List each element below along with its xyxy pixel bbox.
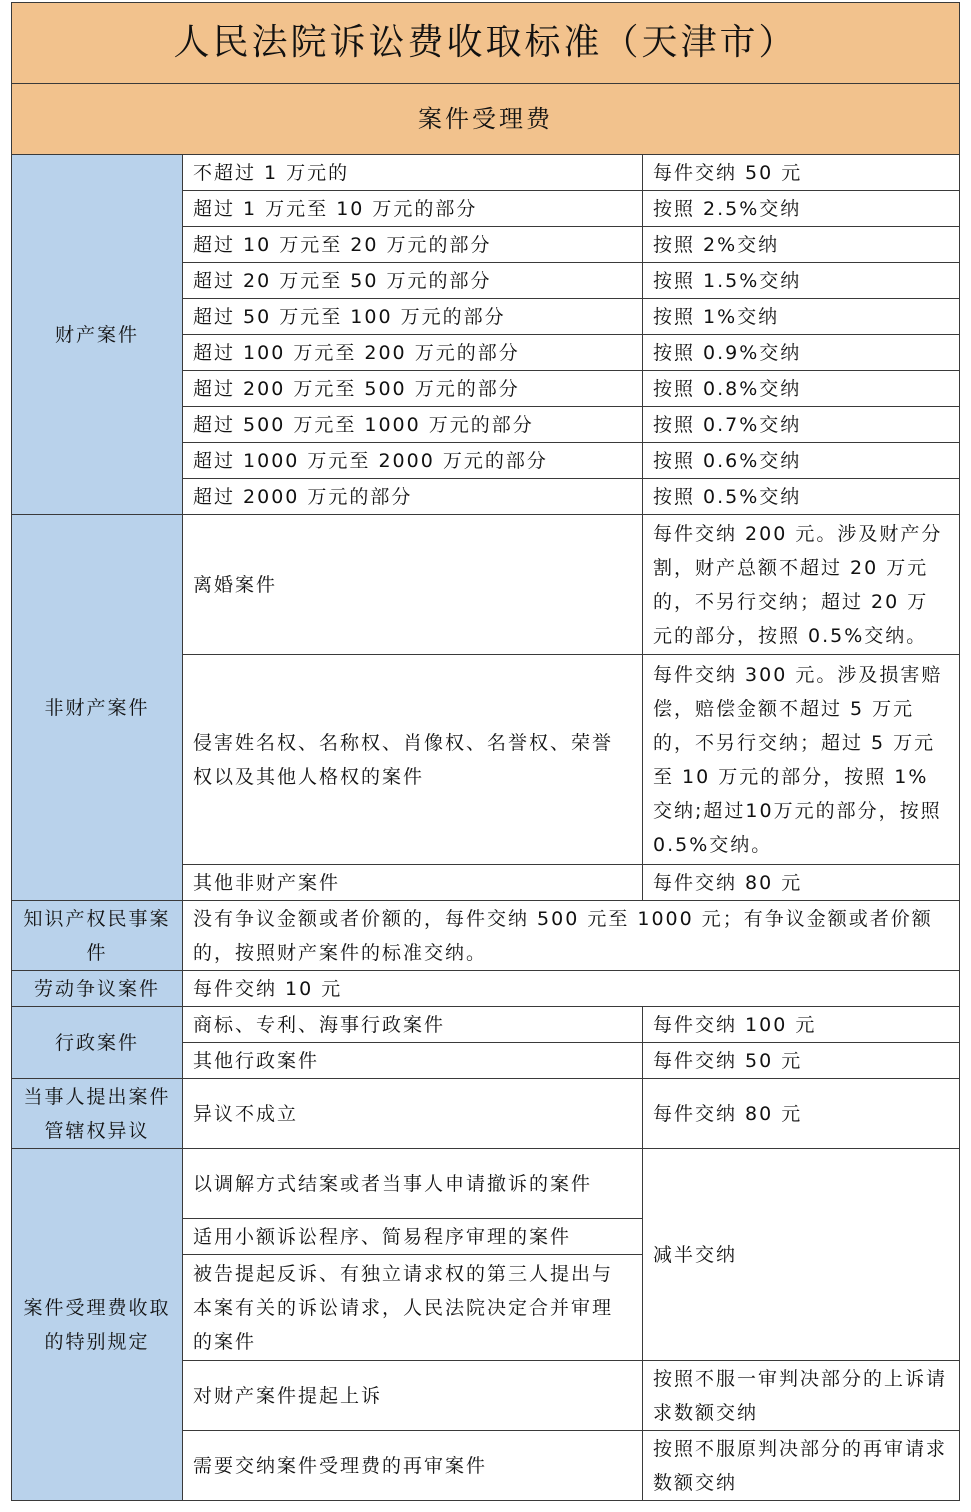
category-admin: 行政案件	[12, 1007, 183, 1079]
property-fee: 按照 1%交纳	[643, 299, 960, 335]
property-fee: 按照 0.9%交纳	[643, 335, 960, 371]
property-fee: 按照 2.5%交纳	[643, 191, 960, 227]
property-fee: 按照 0.5%交纳	[643, 479, 960, 515]
labor-fee: 每件交纳 10 元	[183, 971, 960, 1007]
property-fee: 按照 2%交纳	[643, 227, 960, 263]
category-property: 财产案件	[12, 155, 183, 515]
appeal-fee: 按照不服一审判决部分的上诉请求数额交纳	[643, 1361, 960, 1431]
property-range: 超过 50 万元至 100 万元的部分	[183, 299, 643, 335]
other-non-property-case: 其他非财产案件	[183, 865, 643, 901]
jurisdiction-fee: 每件交纳 80 元	[643, 1079, 960, 1149]
appeal-case: 对财产案件提起上诉	[183, 1361, 643, 1431]
property-fee: 按照 1.5%交纳	[643, 263, 960, 299]
personality-rights-fee: 每件交纳 300 元。涉及损害赔偿，赔偿金额不超过 5 万元的，不另行交纳；超过 5 万元至 10 万元的部分，按照 1%交纳;超过10万元的部分，按照 0.5%交纳。	[643, 655, 960, 865]
property-range: 超过 10 万元至 20 万元的部分	[183, 227, 643, 263]
category-special: 案件受理费收取的特别规定	[12, 1149, 183, 1501]
special-half-case: 以调解方式结案或者当事人申请撤诉的案件	[183, 1149, 643, 1219]
property-range: 不超过 1 万元的	[183, 155, 643, 191]
property-range: 超过 100 万元至 200 万元的部分	[183, 335, 643, 371]
property-fee: 按照 0.7%交纳	[643, 407, 960, 443]
property-range: 超过 20 万元至 50 万元的部分	[183, 263, 643, 299]
property-fee: 按照 0.8%交纳	[643, 371, 960, 407]
fee-standard-table	[11, 2, 960, 1501]
property-range: 超过 1000 万元至 2000 万元的部分	[183, 443, 643, 479]
divorce-fee: 每件交纳 200 元。涉及财产分割，财产总额不超过 20 万元的，不另行交纳；超过 20 万元的部分，按照 0.5%交纳。	[643, 515, 960, 655]
admin-fee: 每件交纳 100 元	[643, 1007, 960, 1043]
category-jurisdiction: 当事人提出案件管辖权异议	[12, 1079, 183, 1149]
special-half-case: 被告提起反诉、有独立请求权的第三人提出与本案有关的诉讼请求，人民法院决定合并审理的案件	[183, 1255, 643, 1361]
property-fee: 每件交纳 50 元	[643, 155, 960, 191]
property-range: 超过 1 万元至 10 万元的部分	[183, 191, 643, 227]
page-title: 人民法院诉讼费收取标准（天津市）	[12, 3, 960, 84]
personality-rights-case: 侵害姓名权、名称权、肖像权、名誉权、荣誉权以及其他人格权的案件	[183, 655, 643, 865]
category-ip: 知识产权民事案件	[12, 901, 183, 971]
property-range: 超过 200 万元至 500 万元的部分	[183, 371, 643, 407]
jurisdiction-case: 异议不成立	[183, 1079, 643, 1149]
retrial-case: 需要交纳案件受理费的再审案件	[183, 1431, 643, 1501]
category-non-property: 非财产案件	[12, 515, 183, 901]
section-subtitle: 案件受理费	[12, 84, 960, 155]
retrial-fee: 按照不服原判决部分的再审请求数额交纳	[643, 1431, 960, 1501]
divorce-case: 离婚案件	[183, 515, 643, 655]
admin-case: 其他行政案件	[183, 1043, 643, 1079]
special-half-fee: 减半交纳	[643, 1149, 960, 1361]
ip-fee: 没有争议金额或者价额的，每件交纳 500 元至 1000 元；有争议金额或者价额的，按照财产案件的标准交纳。	[183, 901, 960, 971]
property-fee: 按照 0.6%交纳	[643, 443, 960, 479]
admin-case: 商标、专利、海事行政案件	[183, 1007, 643, 1043]
property-range: 超过 2000 万元的部分	[183, 479, 643, 515]
other-non-property-fee: 每件交纳 80 元	[643, 865, 960, 901]
property-range: 超过 500 万元至 1000 万元的部分	[183, 407, 643, 443]
special-half-case: 适用小额诉讼程序、简易程序审理的案件	[183, 1219, 643, 1255]
admin-fee: 每件交纳 50 元	[643, 1043, 960, 1079]
category-labor: 劳动争议案件	[12, 971, 183, 1007]
